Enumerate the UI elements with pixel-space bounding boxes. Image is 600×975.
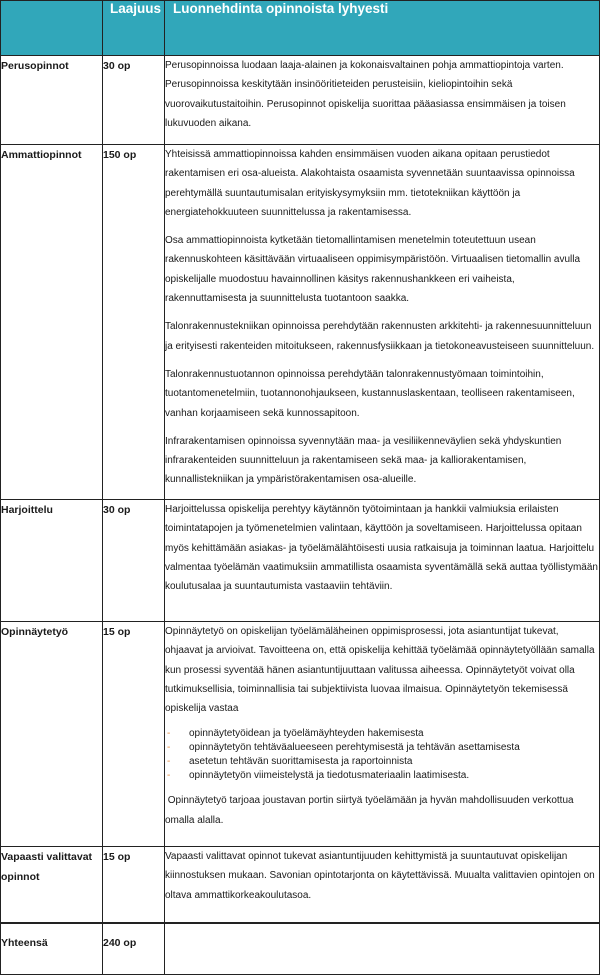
description-paragraph: Osa ammattiopinnoista kytketään tietomallintamisen menetelmin toteutettuun usean rakennuskohteen käsittävään virtuaaliseen oppimisympäristöön. Virtuaalisen tietomallin avulla opiskelijalle muodostuu havainnollinen käsitys rakennushankkeen eri vaiheista, rakennuttamisesta ja suunnittelusta tuotantoon saakka. (165, 235, 581, 305)
study-name: Ammattiopinnot (1, 145, 103, 500)
study-name: Perusopinnot (1, 56, 103, 145)
list-item: - opinnäytetyöidean ja työelämäyhteyden hakemisesta (167, 728, 424, 740)
header-scope (103, 1, 165, 56)
description-paragraph: Vapaasti valittavat opinnot tukevat asiantuntijuuden kehittymistä ja suuntautuvat opiskelijan kiinnostuksen mukaan. Savonian opintotarjonta on käytettävissä. Muualta valittavien opintojen on oltava ammattikorkeakoulutasoa. (165, 851, 595, 901)
study-name: Vapaasti valittavat opinnot (1, 847, 103, 924)
dash-bullet-icon: - (167, 756, 171, 768)
list-item: - asetetun tehtävän suorittamisesta ja raportoinnista (167, 756, 413, 768)
description-paragraph: Yhteisissä ammattiopinnoissa kahden ensimmäisen vuoden aikana opitaan perustiedot rakentamisen eri osa-alueista. Alakohtaista osaamista syvennetään suuntaavissa opinnoissa perehtymällä suuntautumisalan erityiskysymyksiin mm. tietotekniikan käyttöön ja energiatehokkuuteen suunnittelussa ja rakentamisessa. (165, 149, 575, 218)
study-description (165, 500, 600, 622)
header-scope-label: Laajuus (110, 1, 162, 16)
description-paragraph: Talonrakennustuotannon opinnoissa perehdytään talonrakennustyömaan toimintoihin, tuotantomenetelmiin, tuotannonohjaukseen, kustannuslaskentaan, teolliseen rakentamiseen, vanhan korjaamiseen sekä kunnossapitoon. (165, 368, 575, 419)
dash-bullet-icon: - (167, 742, 171, 754)
description-paragraph: Perusopinnoissa luodaan laaja-alainen ja kokonaisvaltainen pohja ammattiopintoja varten. Perusopinnoissa keskitytään insinööritieteiden perusteisiin, kieliopintoihin sekä vuorovaikutustaitoihin. Perusopinnot opiskelija suorittaa pääasiassa ensimmäisen ja toisen lukuvuoden aikana. (165, 60, 566, 129)
study-name: Opinnäytetyö (1, 622, 103, 847)
table-row (1, 622, 600, 847)
study-scope: 15 op (103, 622, 165, 847)
study-scope: 150 op (103, 145, 165, 500)
description-paragraph: Harjoittelussa opiskelija perehtyy käytännön työtoimintaan ja hankkii valmiuksia erilaisten toimintatapojen ja työmenetelmien valintaan, käyttöön ja soveltamiseen. Harjoittelussa opitaan myös kehittämään asiakas- ja työelämälähtöisesti uusia ratkaisuja ja toiminnan laatua. Harjoittelu valmentaa työelämän vaatimuksiin ammatillista osaamista syventämällä sekä auttaa työllistymään koulutusalaa ja suuntautumista vastaaviin tehtäviin. (165, 504, 598, 593)
dash-bullet-icon: - (167, 728, 171, 740)
total-row (1, 923, 600, 975)
description-paragraph: Opinnäytetyö on opiskelijan työelämäläheinen oppimisprosessi, jota asiantuntijat tukevat, ohjaavat ja arvioivat. Tavoitteena on, että opiskelija kehittää työelämää opinnäytetyöllään samalla kun prosessi syventää hänen asiantuntijuuttaan valitussa aiheessa. Opinnäytetyöt voivat olla tutkimuksellisia, toiminnallisia tai subjektiivista luovaa ilmaisua. Opinnäytetyön tekemisessä opiskelija vastaa (165, 626, 595, 715)
responsibility-list (165, 727, 599, 783)
study-scope: 30 op (103, 56, 165, 145)
table-row (1, 56, 600, 145)
study-scope: 15 op (103, 847, 165, 924)
list-item: - opinnäytetyön tehtäväalueeseen perehtymisestä ja tehtävän asettamisesta (167, 742, 520, 754)
study-description (165, 145, 600, 500)
description-closing: Opinnäytetyö tarjoaa joustavan portin siirtyä työelämään ja hyvän mahdollisuuden verkottua omalla alalla. (165, 795, 577, 826)
table-row (1, 847, 600, 924)
header-empty-cell (1, 1, 103, 56)
description-paragraph: Talonrakennustekniikan opinnoissa perehdytään rakennusten arkkitehti- ja rakennesuunnitteluun ja erityisesti rakenteiden mitoitukseen, rakennusfysiikkaan ja tietokoneavusteiseen suunnitteluun. (165, 321, 595, 352)
total-label: Yhteensä (1, 923, 103, 975)
description-paragraph: Infrarakentamisen opinnoissa syvennytään maa- ja vesiliikenneväylien sekä yhdyskuntien infrarakenteiden suunnitteluun ja rakentamiseen sekä maa- ja kalliorakentamisen, kunnallistekniikan ja ympäristörakentamisen osa-alueille. (165, 435, 562, 486)
table-header-row (1, 1, 600, 56)
total-description-empty (165, 923, 600, 975)
study-description (165, 622, 600, 847)
table-row (1, 500, 600, 622)
table-row (1, 145, 600, 500)
study-description (165, 847, 600, 924)
header-description (165, 1, 600, 56)
study-name: Harjoittelu (1, 500, 103, 622)
list-item: - opinnäytetyön viimeistelystä ja tiedotusmateriaalin laatimisesta. (167, 770, 470, 782)
study-scope: 30 op (103, 500, 165, 622)
study-description (165, 56, 600, 145)
header-description-label: Luonnehdinta opinnoista lyhyesti (173, 1, 389, 16)
total-scope: 240 op (103, 923, 165, 975)
dash-bullet-icon: - (167, 770, 171, 782)
